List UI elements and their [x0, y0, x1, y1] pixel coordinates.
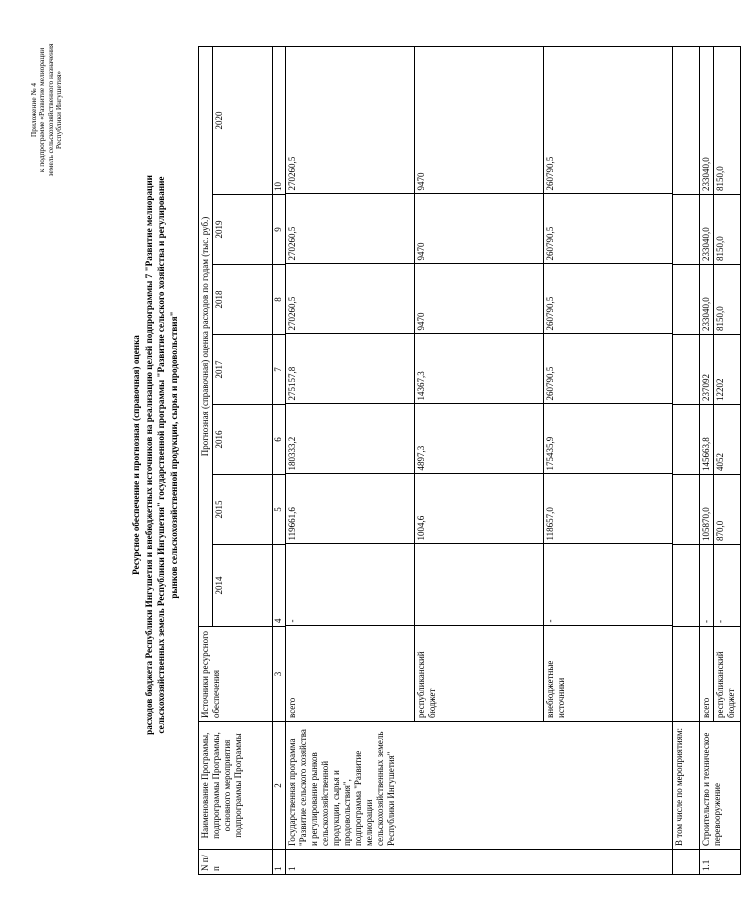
row-name: Государственная программа "Развитие сельского хозяйства и регулирование рынков сельскохозяйственной продукции, сырья и продовольствия", подпрограмма "Развитие мелиорации сельскохозяйственных земель Республики Ингушетия" [285, 722, 672, 850]
source-value: 4052 [713, 405, 740, 475]
empty-cell [672, 475, 699, 545]
table-row [699, 46, 713, 874]
source-value: 145663,8 [699, 405, 713, 475]
header-year: 2020 [212, 46, 272, 194]
header-source: Источники ресурсного обеспечения [199, 627, 273, 722]
appendix-line: к подпрограмме «Развитие мелиорации [37, 47, 47, 173]
source-value: 8150,0 [713, 265, 740, 335]
source-value: - [699, 545, 713, 627]
source-row [414, 46, 543, 721]
row-num [672, 850, 699, 875]
row-sources-cell [285, 46, 672, 721]
source-value: 175435,9 [543, 404, 672, 474]
header-row-1 [199, 46, 213, 874]
row-num: 1.1 [699, 850, 740, 875]
source-label: внебюджетные источники [543, 626, 672, 721]
source-value: 8150,0 [713, 195, 740, 265]
column-number-row [272, 46, 285, 874]
column-number: 7 [272, 335, 285, 405]
title-line: Ресурсное обеспечение и прогнозная (справочная) оценка [131, 335, 141, 575]
source-label: всего [286, 626, 415, 721]
source-value: 9470 [414, 194, 543, 264]
source-label: республиканский бюджет [713, 627, 740, 722]
source-value: 14367,3 [414, 334, 543, 404]
source-value: 237092 [699, 335, 713, 405]
source-label: республиканский бюджет [414, 626, 543, 721]
header-year: 2018 [212, 265, 272, 335]
title-line: рынков сельскохозяйственной продукции, сырья и продовольствия" [169, 311, 180, 599]
appendix-line: земель сельскохозяйственного назначения [45, 43, 55, 177]
header-year: 2016 [212, 405, 272, 475]
source-value: 870,0 [713, 475, 740, 545]
column-number: 6 [272, 405, 285, 475]
appendix-line: Республики Ингушетия» [53, 70, 63, 150]
source-value: 118657,0 [543, 474, 672, 544]
source-value: 180333,2 [286, 404, 415, 474]
column-number: 9 [272, 195, 285, 265]
source-value: 12202 [713, 335, 740, 405]
empty-cell [672, 46, 699, 194]
source-row [286, 46, 415, 721]
source-value: 260790,5 [543, 264, 672, 334]
title-line: сельскохозяйственных земель Республики Ингушетия" государственной программы "Развитие сельского хозяйства и регулирование [156, 176, 167, 734]
source-value: 233040,0 [699, 195, 713, 265]
source-value: 9470 [414, 46, 543, 194]
appendix-line: Приложение № 4 [29, 82, 38, 138]
column-number: 3 [272, 627, 285, 722]
header-year: 2015 [212, 475, 272, 545]
row-name: Строительство и техническое перевооружение [699, 722, 740, 850]
source-value: 8150,0 [713, 46, 740, 194]
header-name: Наименование Программы, подпрограммы Программы, основного мероприятия подпрограммы Программы [199, 722, 273, 850]
source-value: - [286, 544, 415, 626]
document-title [130, 25, 181, 885]
column-number: 8 [272, 265, 285, 335]
source-value: 270260,5 [286, 194, 415, 264]
source-value: 270260,5 [286, 46, 415, 194]
source-value: 1004,6 [414, 474, 543, 544]
empty-cell [672, 405, 699, 475]
source-value: 119661,6 [286, 474, 415, 544]
source-value: 9470 [414, 264, 543, 334]
source-value: 105870,0 [699, 475, 713, 545]
empty-cell [672, 195, 699, 265]
header-year: 2019 [212, 195, 272, 265]
empty-cell [672, 627, 699, 722]
header-year: 2017 [212, 335, 272, 405]
table-row [285, 46, 672, 874]
source-value: 233040,0 [699, 265, 713, 335]
source-value: 260790,5 [543, 46, 672, 194]
title-line: расходов бюджета Республики Ингушетия и внебюджетных источников на реализацию целей подпрограммы 7 "Развитие мелиорации [143, 175, 154, 735]
header-forecast: Прогнозная (справочная) оценка расходов по годам (тыс. руб.) [199, 46, 213, 626]
column-number: 1 [272, 850, 285, 875]
resource-table [198, 46, 741, 875]
source-value: 233040,0 [699, 46, 713, 194]
row-name: В том числе по мероприятиям: [672, 722, 699, 850]
table-row [672, 46, 699, 874]
column-number: 10 [272, 46, 285, 194]
source-value [414, 544, 543, 626]
source-value: 260790,5 [543, 334, 672, 404]
source-value: 275157,8 [286, 334, 415, 404]
source-row [543, 46, 672, 721]
column-number: 5 [272, 475, 285, 545]
source-value: 260790,5 [543, 194, 672, 264]
source-value: 4897,3 [414, 404, 543, 474]
source-label: всего [699, 627, 713, 722]
column-number: 4 [272, 545, 285, 627]
appendix-note [30, 15, 63, 205]
source-value: - [543, 544, 672, 626]
source-value: - [713, 545, 740, 627]
header-year: 2014 [212, 545, 272, 627]
header-num: N п/п [199, 850, 273, 875]
column-number: 2 [272, 722, 285, 850]
row-num: 1 [285, 850, 672, 875]
empty-cell [672, 545, 699, 627]
empty-cell [672, 265, 699, 335]
empty-cell [672, 335, 699, 405]
source-value: 270260,5 [286, 264, 415, 334]
